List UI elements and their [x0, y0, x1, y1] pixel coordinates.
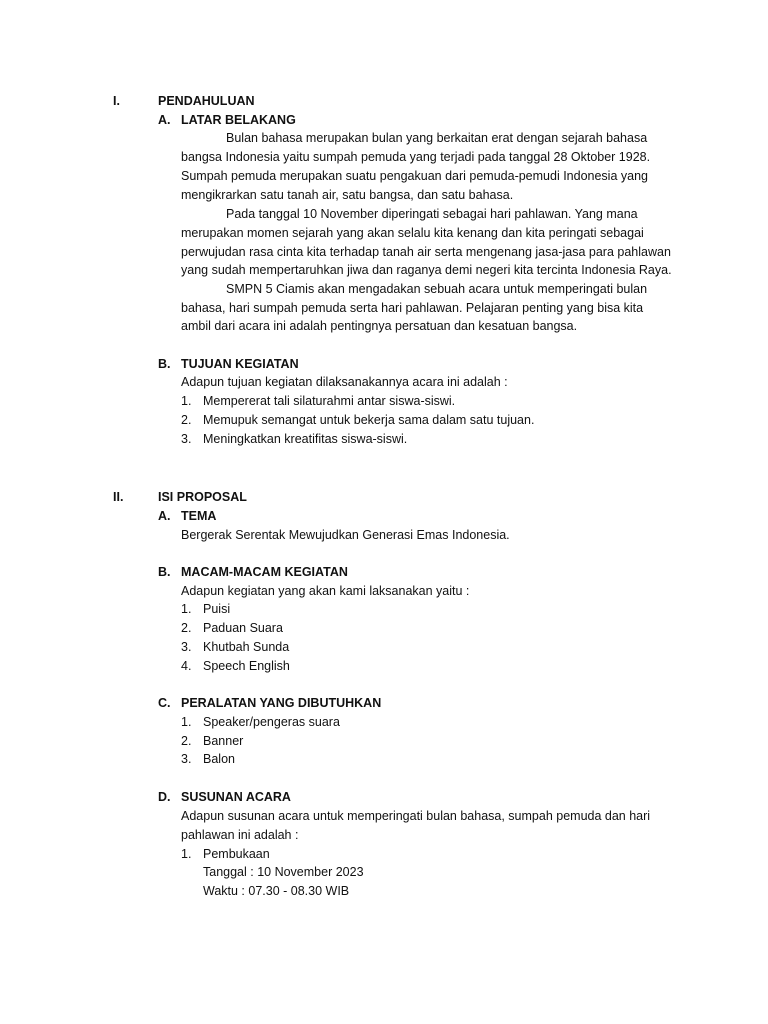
- section-1-roman: I.: [113, 94, 120, 108]
- subsection-2d-title: SUSUNAN ACARA: [181, 790, 291, 804]
- paragraph-line: Pada tanggal 10 November diperingati sebagai hari pahlawan. Yang mana: [226, 207, 638, 221]
- list-item: Pembukaan: [203, 847, 270, 861]
- list-intro: pahlawan ini adalah :: [181, 828, 299, 842]
- subsection-2c-letter: C.: [158, 696, 171, 710]
- list-item-number: 3.: [181, 640, 192, 654]
- paragraph-line: yang sudah mempertaruhkan jiwa dan raganya demi negeri kita tercinta Indonesia Raya.: [181, 263, 672, 277]
- event-time: Waktu : 07.30 - 08.30 WIB: [203, 884, 350, 898]
- list-item-number: 2.: [181, 734, 192, 748]
- paragraph-line: Sumpah pemuda merupakan suatu pengakuan dari pemuda-pemudi Indonesia yang: [181, 169, 648, 183]
- list-item-number: 2.: [181, 621, 192, 635]
- subsection-2b-letter: B.: [158, 565, 171, 579]
- list-item-number: 3.: [181, 432, 192, 446]
- list-item: Meningkatkan kreatifitas siswa-siswi.: [203, 432, 408, 446]
- list-item: Banner: [203, 734, 244, 748]
- subsection-2d-letter: D.: [158, 790, 171, 804]
- list-item: Khutbah Sunda: [203, 640, 290, 654]
- paragraph-line: merupakan momen sejarah yang akan selalu kita kenang dan kita peringati sebagai: [181, 226, 644, 240]
- list-item-number: 1.: [181, 715, 192, 729]
- list-item-number: 2.: [181, 413, 192, 427]
- list-item-number: 1.: [181, 602, 192, 616]
- list-item-number: 4.: [181, 659, 192, 673]
- subsection-1b-title: TUJUAN KEGIATAN: [181, 357, 299, 371]
- event-date: Tanggal : 10 November 2023: [203, 865, 364, 879]
- list-item: Speaker/pengeras suara: [203, 715, 340, 729]
- paragraph-line: bahasa, hari sumpah pemuda serta hari pahlawan. Pelajaran penting yang bisa kita: [181, 301, 644, 315]
- theme-text: Bergerak Serentak Mewujudkan Generasi Emas Indonesia.: [181, 528, 510, 542]
- paragraph-line: Bulan bahasa merupakan bulan yang berkaitan erat dengan sejarah bahasa: [226, 131, 648, 145]
- list-item-number: 1.: [181, 394, 192, 408]
- subsection-1b-letter: B.: [158, 357, 171, 371]
- paragraph-line: SMPN 5 Ciamis akan mengadakan sebuah acara untuk memperingati bulan: [226, 282, 648, 296]
- list-intro: Adapun kegiatan yang akan kami laksanakan yaitu :: [181, 584, 470, 598]
- list-item: Puisi: [203, 602, 231, 616]
- list-item: Balon: [203, 752, 235, 766]
- list-intro: Adapun tujuan kegiatan dilaksanakannya acara ini adalah :: [181, 375, 508, 389]
- section-2-title: ISI PROPOSAL: [158, 490, 247, 504]
- paragraph-line: ambil dari acara ini adalah pentingnya persatuan dan kesatuan bangsa.: [181, 319, 578, 333]
- list-item: Paduan Suara: [203, 621, 283, 635]
- paragraph-line: mengikrarkan satu tanah air, satu bangsa, dan satu bahasa.: [181, 188, 514, 202]
- subsection-2c-title: PERALATAN YANG DIBUTUHKAN: [181, 696, 382, 710]
- list-item-number: 3.: [181, 752, 192, 766]
- subsection-1a-letter: A.: [158, 113, 171, 127]
- subsection-2a-letter: A.: [158, 509, 171, 523]
- list-intro: Adapun susunan acara untuk memperingati bulan bahasa, sumpah pemuda dan hari: [181, 809, 651, 823]
- paragraph-line: perwujudan rasa cinta kita terhadap tanah air serta mengenang jasa-jasa para pahlawan: [181, 245, 671, 259]
- subsection-2a-title: TEMA: [181, 509, 217, 523]
- list-item: Memupuk semangat untuk bekerja sama dalam satu tujuan.: [203, 413, 535, 427]
- section-2-roman: II.: [113, 490, 124, 504]
- subsection-2b-title: MACAM-MACAM KEGIATAN: [181, 565, 348, 579]
- section-1-title: PENDAHULUAN: [158, 94, 255, 108]
- list-item: Speech English: [203, 659, 290, 673]
- paragraph-line: bangsa Indonesia yaitu sumpah pemuda yang terjadi pada tanggal 28 Oktober 1928.: [181, 150, 651, 164]
- subsection-1a-title: LATAR BELAKANG: [181, 113, 296, 127]
- list-item: Mempererat tali silaturahmi antar siswa-siswi.: [203, 394, 456, 408]
- list-item-number: 1.: [181, 847, 192, 861]
